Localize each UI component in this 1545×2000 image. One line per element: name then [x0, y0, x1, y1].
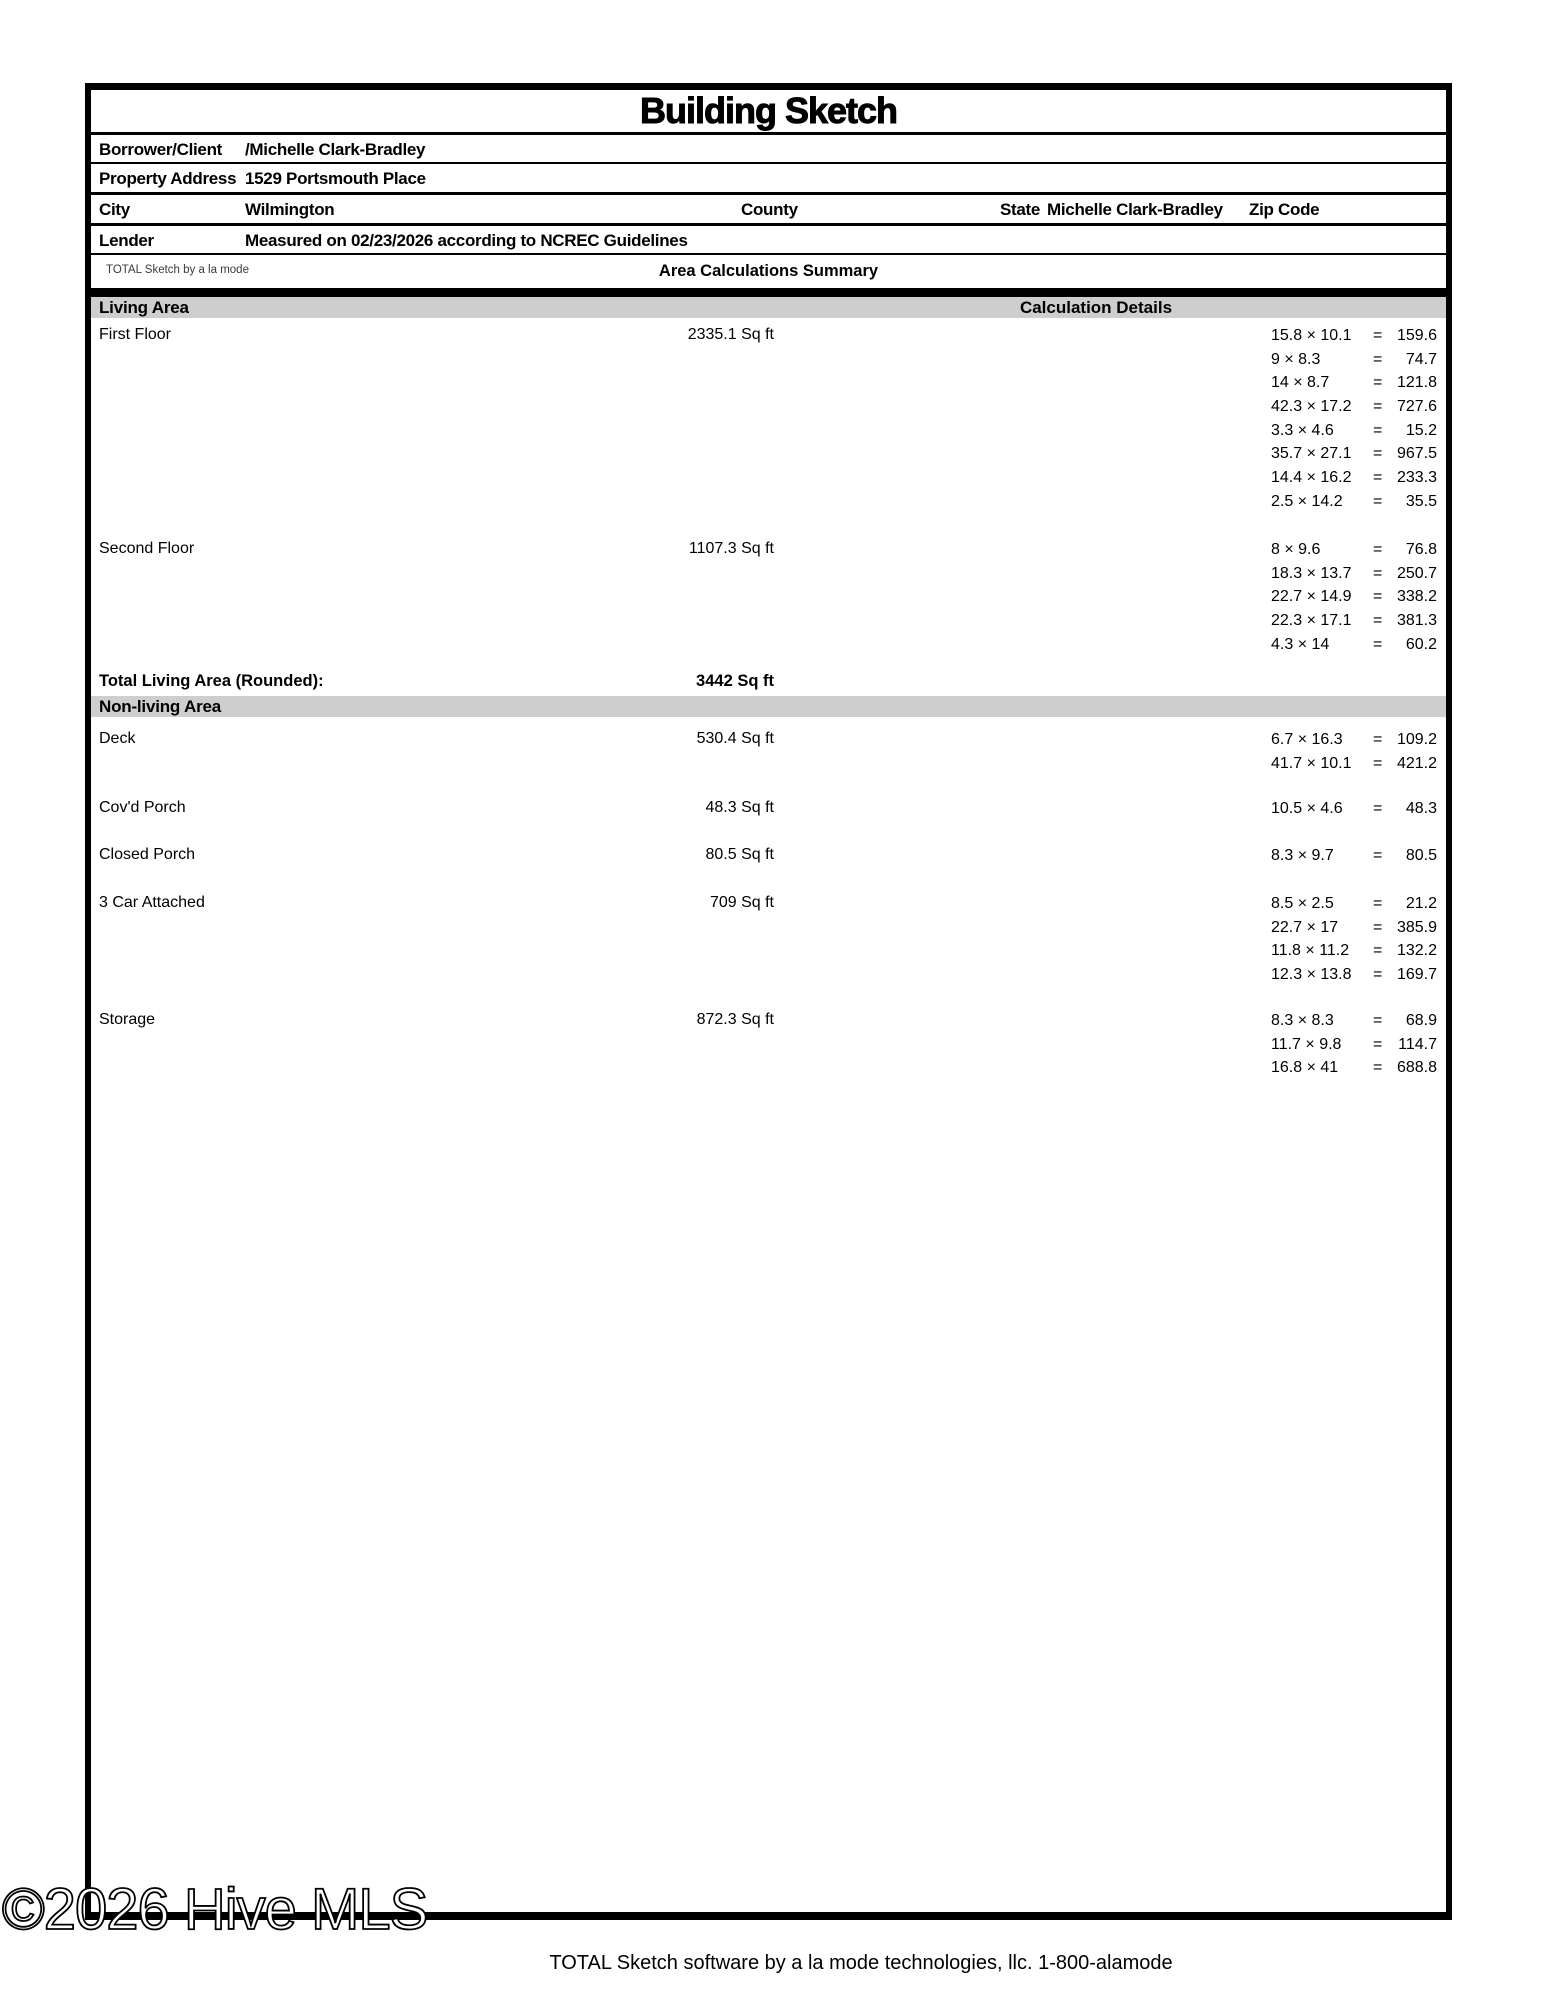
- calc-result: 48.3: [1405, 800, 1437, 817]
- area-item-name: First Floor: [99, 326, 171, 343]
- calc-expression: 11.7 × 9.8: [1271, 1035, 1342, 1053]
- area-item-name: Cov'd Porch: [99, 799, 186, 816]
- calc-line: [1271, 609, 1437, 633]
- calc-result: 132.2: [1396, 942, 1437, 960]
- area-item-calcs: [1271, 844, 1437, 868]
- calc-result: 385.9: [1396, 918, 1437, 936]
- area-item-value: 1107.3 Sq ft: [688, 540, 774, 557]
- calc-line: [1271, 1056, 1437, 1080]
- equals-sign: =: [1373, 492, 1383, 510]
- equals-sign: =: [1373, 445, 1383, 463]
- calc-result: 121.8: [1396, 374, 1437, 392]
- calc-result: 15.2: [1405, 421, 1437, 439]
- equals-sign: =: [1373, 421, 1383, 439]
- page-title: Building Sketch: [639, 90, 898, 131]
- area-item-name: Storage: [99, 1011, 156, 1028]
- calc-line: [1271, 324, 1437, 348]
- calc-expression: 8.3 × 8.3: [1271, 1012, 1334, 1029]
- calc-expression: 16.8 × 41: [1271, 1059, 1339, 1077]
- calc-expression: 8 × 9.6: [1271, 541, 1321, 558]
- city-label: City: [99, 200, 130, 219]
- area-item-calcs: [1271, 538, 1437, 656]
- equals-sign: =: [1373, 1012, 1383, 1029]
- calc-line: [1271, 1033, 1437, 1057]
- calc-result: 338.2: [1396, 588, 1437, 606]
- calc-result: 159.6: [1396, 327, 1437, 344]
- calc-result: 60.2: [1405, 635, 1437, 653]
- calc-line: [1271, 752, 1437, 776]
- equals-sign: =: [1373, 918, 1383, 936]
- county-label: County: [741, 200, 798, 219]
- calc-result: 109.2: [1396, 731, 1437, 748]
- calc-result: 233.3: [1396, 469, 1437, 487]
- area-item-value: 80.5 Sq ft: [705, 846, 774, 863]
- calc-expression: 8.3 × 9.7: [1271, 847, 1334, 864]
- equals-sign: =: [1373, 398, 1383, 416]
- area-item-name: Closed Porch: [99, 846, 196, 863]
- equals-sign: =: [1373, 754, 1383, 772]
- calc-line: [1271, 348, 1437, 372]
- calc-line: [1271, 490, 1437, 514]
- calc-line: [1271, 728, 1437, 752]
- calc-expression: 14.4 × 16.2: [1271, 469, 1352, 487]
- equals-sign: =: [1373, 588, 1383, 606]
- equals-sign: =: [1373, 635, 1383, 653]
- calc-line: [1271, 963, 1437, 987]
- calc-line: [1271, 892, 1437, 916]
- equals-sign: =: [1373, 966, 1383, 984]
- area-item-calcs: [1271, 892, 1437, 987]
- calc-expression: 35.7 × 27.1: [1271, 445, 1352, 463]
- footer-text: TOTAL Sketch software by a la mode technologies, llc. 1-800-alamode: [549, 1952, 1173, 1974]
- calc-line: [1271, 419, 1437, 443]
- calc-expression: 22.7 × 14.9: [1271, 588, 1352, 606]
- zip-code-label: Zip Code: [1249, 200, 1320, 219]
- area-item-calcs: [1271, 728, 1437, 775]
- calc-line: [1271, 562, 1437, 586]
- calc-result: 21.2: [1405, 895, 1437, 912]
- property-address-value: 1529 Portsmouth Place: [245, 169, 426, 188]
- calc-result: 80.5: [1405, 847, 1437, 864]
- mls-watermark: ©2026 Hive MLS: [2, 1877, 428, 1942]
- property-address-label: Property Address: [99, 169, 237, 188]
- equals-sign: =: [1373, 847, 1383, 864]
- calc-result: 421.2: [1396, 754, 1437, 772]
- area-item-value: 530.4 Sq ft: [696, 730, 774, 747]
- city-value: Wilmington: [245, 200, 335, 219]
- area-item-name: Second Floor: [99, 540, 195, 557]
- area-item-name: 3 Car Attached: [99, 894, 205, 911]
- calc-expression: 42.3 × 17.2: [1271, 398, 1352, 416]
- calc-line: [1271, 633, 1437, 657]
- equals-sign: =: [1373, 895, 1383, 912]
- equals-sign: =: [1373, 564, 1383, 582]
- equals-sign: =: [1373, 731, 1383, 748]
- equals-sign: =: [1373, 942, 1383, 960]
- calc-expression: 12.3 × 13.8: [1271, 966, 1352, 984]
- calc-expression: 8.5 × 2.5: [1271, 895, 1334, 912]
- area-items-layer: [91, 90, 1446, 1912]
- non-living-area-label: Non-living Area: [99, 697, 221, 716]
- living-area-label: Living Area: [99, 298, 189, 317]
- lender-label: Lender: [99, 231, 154, 250]
- calculation-details-header: Calculation Details: [1019, 298, 1173, 317]
- calc-expression: 18.3 × 13.7: [1271, 564, 1352, 582]
- calc-result: 688.8: [1396, 1059, 1437, 1077]
- lender-value: Measured on 02/23/2026 according to NCREC Guidelines: [245, 231, 688, 250]
- calc-expression: 6.7 × 16.3: [1271, 731, 1343, 748]
- calc-line: [1271, 797, 1437, 821]
- calc-expression: 41.7 × 10.1: [1271, 754, 1352, 772]
- equals-sign: =: [1373, 469, 1383, 487]
- area-item-calcs: [1271, 1009, 1437, 1080]
- equals-sign: =: [1373, 350, 1383, 368]
- calc-line: [1271, 585, 1437, 609]
- calc-expression: 22.7 × 17: [1271, 918, 1339, 936]
- area-item-value: 709 Sq ft: [709, 894, 774, 911]
- calc-result: 967.5: [1396, 445, 1437, 463]
- calc-expression: 10.5 × 4.6: [1271, 800, 1343, 817]
- calc-line: [1271, 916, 1437, 940]
- calc-expression: 15.8 × 10.1: [1271, 327, 1352, 344]
- equals-sign: =: [1373, 800, 1383, 817]
- borrower-label: Borrower/Client: [99, 140, 223, 159]
- calc-line: [1271, 939, 1437, 963]
- calc-expression: 2.5 × 14.2: [1271, 492, 1343, 510]
- calc-expression: 11.8 × 11.2: [1271, 942, 1350, 960]
- calc-line: [1271, 1009, 1437, 1033]
- calc-expression: 3.3 × 4.6: [1271, 421, 1334, 439]
- borrower-value: /Michelle Clark-Bradley: [245, 140, 426, 159]
- calc-result: 727.6: [1396, 398, 1437, 416]
- state-label: State: [1000, 200, 1041, 219]
- calc-result: 35.5: [1405, 492, 1437, 510]
- calc-expression: 4.3 × 14: [1271, 635, 1330, 653]
- calc-result: 114.7: [1398, 1035, 1437, 1053]
- calc-result: 169.7: [1396, 966, 1437, 984]
- area-item-calcs: [1271, 324, 1437, 514]
- calc-line: [1271, 442, 1437, 466]
- area-item-calcs: [1271, 797, 1437, 821]
- area-item-value: 872.3 Sq ft: [696, 1011, 774, 1028]
- calc-line: [1271, 538, 1437, 562]
- equals-sign: =: [1373, 1059, 1383, 1077]
- calc-line: [1271, 844, 1437, 868]
- calc-expression: 9 × 8.3: [1271, 350, 1321, 368]
- calc-result: 76.8: [1405, 541, 1437, 558]
- software-branding: TOTAL Sketch by a la mode: [106, 264, 249, 276]
- calc-expression: 14 × 8.7: [1271, 374, 1330, 392]
- state-value: Michelle Clark-Bradley: [1047, 200, 1223, 219]
- equals-sign: =: [1373, 327, 1383, 344]
- summary-title: Area Calculations Summary: [658, 262, 879, 280]
- calc-line: [1271, 371, 1437, 395]
- total-living-area-value: 3442 Sq ft: [696, 672, 774, 690]
- calc-result: 250.7: [1396, 564, 1437, 582]
- calc-line: [1271, 466, 1437, 490]
- report-sheet: [85, 83, 1452, 1920]
- calc-result: 74.7: [1405, 350, 1437, 368]
- calc-expression: 22.3 × 17.1: [1271, 612, 1352, 630]
- equals-sign: =: [1373, 612, 1383, 630]
- equals-sign: =: [1373, 1035, 1383, 1053]
- calc-line: [1271, 395, 1437, 419]
- area-item-value: 48.3 Sq ft: [705, 799, 774, 816]
- equals-sign: =: [1373, 541, 1383, 558]
- total-living-area-label: Total Living Area (Rounded):: [99, 672, 324, 690]
- area-item-name: Deck: [99, 730, 136, 747]
- area-item-value: 2335.1 Sq ft: [687, 326, 774, 343]
- equals-sign: =: [1373, 374, 1383, 392]
- calc-result: 68.9: [1405, 1012, 1437, 1029]
- calc-result: 381.3: [1396, 612, 1437, 630]
